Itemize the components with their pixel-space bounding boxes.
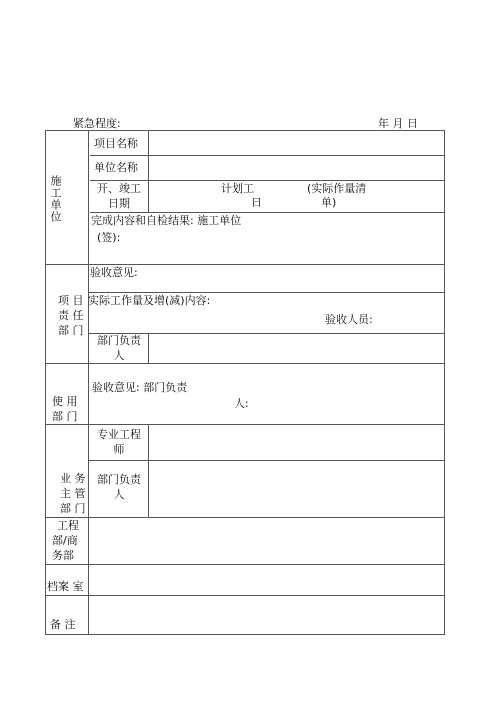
completion-line-1: 完成内容和自检结果: 施工单位 xyxy=(91,214,242,227)
engineer-label-1: 专业工程 xyxy=(97,428,141,441)
date-label: 年 月 日 xyxy=(378,117,418,130)
plan-label-1: 计划工 xyxy=(221,182,254,195)
engineer-label-2: 师 xyxy=(113,443,125,456)
project-dept-head-1: 部门负责 xyxy=(97,334,141,347)
actual-label-1: (实际作量清 xyxy=(307,182,367,195)
project-dept-line-2: 责 任 xyxy=(58,309,84,322)
user-opinion-line-2: 人: xyxy=(234,397,249,410)
engineering-dept-line-1: 工程 xyxy=(57,519,79,532)
plan-label-2: 日 xyxy=(251,196,262,209)
business-dept-head-2: 人 xyxy=(113,488,125,501)
unit-name-label: 单位名称 xyxy=(94,161,138,174)
user-opinion-line-1: 验收意见: 部门负责 xyxy=(92,381,188,394)
engineering-dept-line-3: 务部 xyxy=(52,549,74,562)
project-name-label: 项目名称 xyxy=(94,137,138,150)
engineering-dept-line-2: 部/商 xyxy=(52,534,78,547)
remarks-label: 备 注 xyxy=(50,618,76,631)
construction-unit-label: 施工单位 xyxy=(49,175,62,223)
project-dept-head-2: 人 xyxy=(113,349,125,362)
user-dept-line-2: 部 门 xyxy=(52,410,78,423)
completion-line-2: (签): xyxy=(97,231,121,244)
project-dept-line-3: 部 门 xyxy=(58,324,84,337)
user-dept-line-1: 使 用 xyxy=(52,395,78,408)
business-dept-line-3: 部 门 xyxy=(60,502,86,515)
start-end-label-2: 日期 xyxy=(108,197,130,210)
archive-label: 档案 室 xyxy=(47,580,84,593)
actual-label-2: 单) xyxy=(321,196,337,209)
acceptor-label: 验收人员: xyxy=(325,313,373,326)
business-dept-line-2: 主 管 xyxy=(60,487,86,500)
acceptance-opinion: 验收意见: xyxy=(90,266,138,279)
actual-workload: 实际工作量及增(减)内容: xyxy=(88,294,211,307)
business-dept-head-1: 部门负责 xyxy=(97,473,141,486)
urgency-label: 紧急程度: xyxy=(73,117,121,130)
start-end-label-1: 开、竣工 xyxy=(97,182,141,195)
business-dept-line-1: 业 务 xyxy=(60,472,86,485)
project-dept-line-1: 项 目 xyxy=(58,294,84,307)
